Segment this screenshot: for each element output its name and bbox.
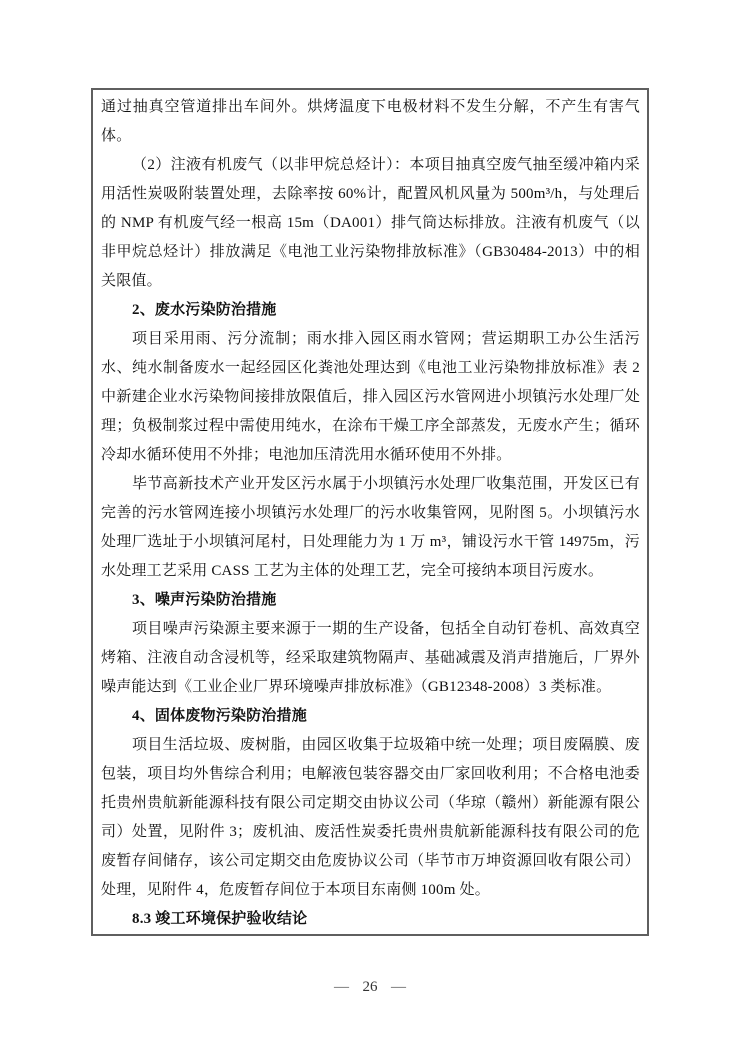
content-border-box	[91, 88, 649, 936]
page-number: 26	[362, 979, 378, 995]
page-footer	[0, 976, 740, 998]
paragraph-noise-measures: 项目噪声污染源主要来源于一期的生产设备，包括全自动钉卷机、高效真空烤箱、注液自动含浸机等，经采取建筑物隔声、基础减震及消声措施后，厂界外噪声能达到《工业企业厂界环境噪声排放标准》（GB12348-2008）3 类标准。	[101, 621, 640, 695]
footer-right-dash: —	[391, 979, 406, 995]
footer-left-dash: —	[334, 979, 349, 995]
paragraph-organic-waste-gas: （2）注液有机废气（以非甲烷总烃计）：本项目抽真空废气抽至缓冲箱内采用活性炭吸附装置处理，去除率按 60%计，配置风机风量为 500m³/h，与处理后的 NMP 有机废气经一根高 15m（DA001）排气筒达标排放。注液有机废气（以非甲烷总烃计）排放满足《电池工业污染物排放标准》（GB30484-2013）中的相关限值。	[101, 157, 640, 289]
section-heading-solid-waste: 4、固体废物污染防治措施	[132, 708, 307, 724]
paragraph-exhaust-continuation: 通过抽真空管道排出车间外。烘烤温度下电极材料不发生分解，不产生有害气体。	[101, 99, 640, 144]
section-heading-noise: 3、噪声污染防治措施	[132, 592, 277, 608]
paragraph-solid-waste-measures: 项目生活垃圾、废树脂，由园区收集于垃圾箱中统一处理；项目废隔膜、废包装，项目均外售综合利用；电解液包装容器交由厂家回收利用；不合格电池委托贵州贵航新能源科技有限公司定期交由协议公司（华琼（赣州）新能源有限公司）处置，见附件 3；废机油、废活性炭委托贵州贵航新能源科技有限公司的危废暂存间储存，该公司定期交由危废协议公司（毕节市万坤资源回收有限公司）处理，见附件 4，危废暂存间位于本项目东南侧 100m 处。	[101, 737, 640, 898]
section-heading-acceptance-conclusion: 8.3 竣工环境保护验收结论	[132, 911, 308, 927]
section-heading-wastewater: 2、废水污染防治措施	[132, 302, 277, 318]
paragraph-sewage-plant: 毕节高新技术产业开发区污水属于小坝镇污水处理厂收集范围，开发区已有完善的污水管网连接小坝镇污水处理厂的污水收集管网，见附图 5。小坝镇污水处理厂选址于小坝镇河尾村，日处理能力为 1 万 m³，铺设污水干管 14975m，污水处理工艺采用 CASS 工艺为主体的处理工艺，完全可接纳本项目污废水。	[101, 476, 640, 579]
paragraph-wastewater-measures: 项目采用雨、污分流制；雨水排入园区雨水管网；营运期职工办公生活污水、纯水制备废水一起经园区化粪池处理达到《电池工业污染物排放标准》表 2 中新建企业水污染物间接排放限值后，排入园区污水管网进小坝镇污水处理厂处理；负极制浆过程中需使用纯水，在涂布干燥工序全部蒸发，无废水产生；循环冷却水循环使用不外排；电池加压清洗用水循环使用不外排。	[101, 331, 640, 463]
paragraph-acceptance-conclusion	[101, 934, 640, 936]
